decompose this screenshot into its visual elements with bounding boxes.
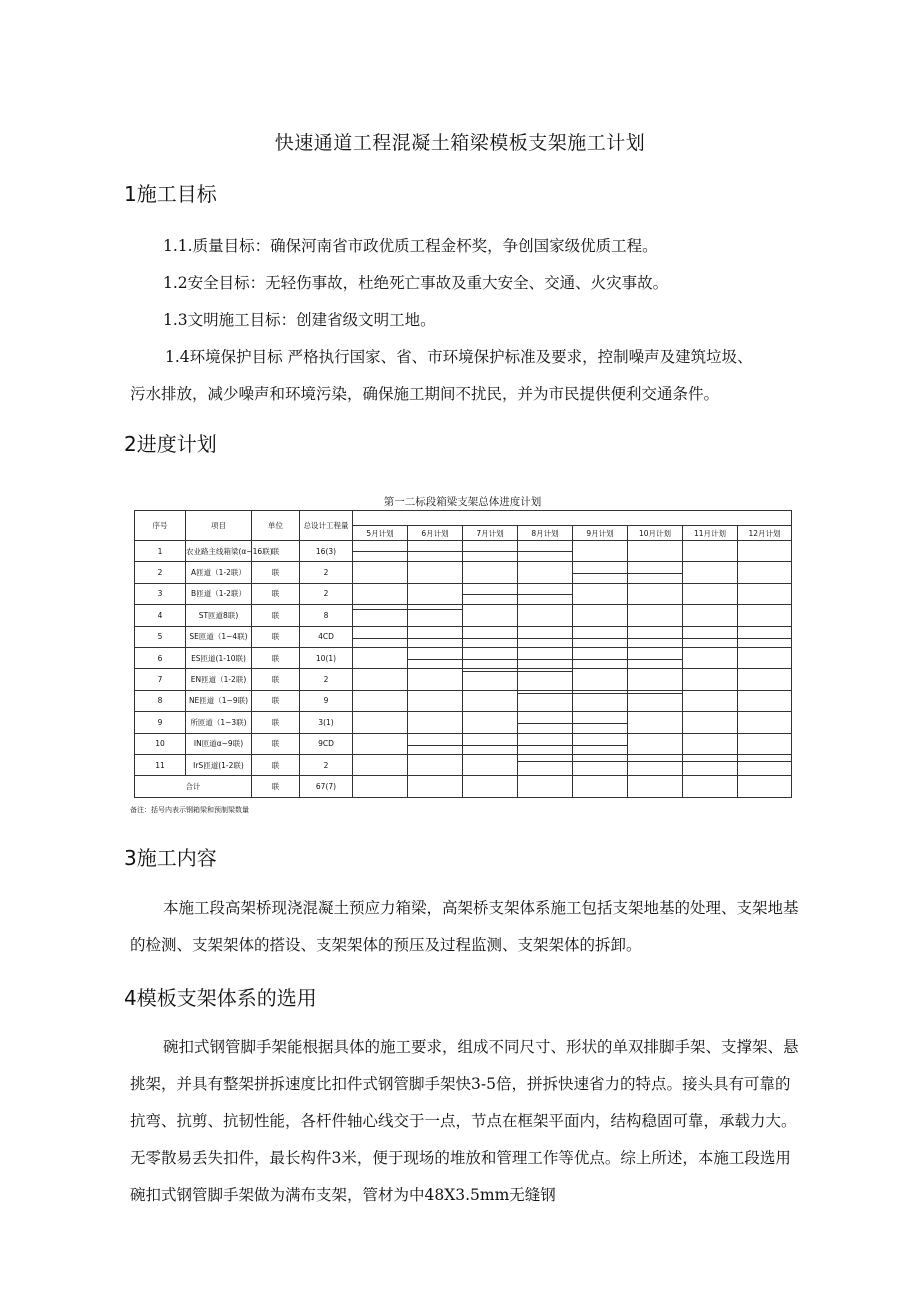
- section-3-paragraph: 本施工段高架桥现浇混凝土预应力箱梁，高架桥支架体系施工包括支架地基的处理、支架地基的检测、支架架体的搭设、支架架体的预压及过程监测、支架架体的拆卸。: [130, 899, 799, 954]
- row-month-cell: [738, 647, 792, 668]
- row-month-cell: [353, 562, 408, 583]
- row-item: NE匝道（1~9联): [186, 690, 252, 711]
- row-item: 农业路主线箱梁(α~16联): [186, 541, 252, 562]
- table-row: [135, 605, 792, 626]
- schedule-title: 第一二标段箱梁支架总体进度计划: [383, 496, 542, 508]
- row-no: 3: [135, 583, 186, 604]
- schedule-bar: [628, 693, 682, 694]
- total-row: [135, 776, 792, 797]
- row-no: 7: [135, 669, 186, 690]
- row-unit: 联: [252, 626, 300, 647]
- row-month-cell: [683, 647, 738, 668]
- row-month-cell: [738, 669, 792, 690]
- schedule-bar: [408, 659, 462, 660]
- row-month-cell: [683, 626, 738, 647]
- row-month-cell: [408, 690, 463, 711]
- schedule-bar: [628, 761, 682, 762]
- row-month-cell: [573, 690, 628, 711]
- schedule-bar: [518, 723, 572, 724]
- header-qty: 总设计工程量: [300, 511, 353, 541]
- row-month-cell: [683, 754, 738, 775]
- row-month-cell: [353, 690, 408, 711]
- total-month-cell: [628, 776, 683, 797]
- total-month-cell: [463, 776, 518, 797]
- row-month-cell: [463, 712, 518, 733]
- row-month-cell: [683, 733, 738, 754]
- row-month-cell: [573, 583, 628, 604]
- row-month-cell: [408, 541, 463, 562]
- header-no: 序号: [135, 511, 186, 541]
- total-month-cell: [573, 776, 628, 797]
- section-3-heading: 3施工内容: [124, 846, 217, 870]
- table-row: [135, 647, 792, 668]
- row-item: IrS匝道(1-2联): [186, 754, 252, 775]
- row-month-cell: [628, 562, 683, 583]
- row-no: 11: [135, 754, 186, 775]
- row-month-cell: [738, 562, 792, 583]
- section-2-heading: 2进度计划: [124, 432, 217, 456]
- row-no: 1: [135, 541, 186, 562]
- row-unit: 联: [252, 669, 300, 690]
- goal-quality: 1.1.质量目标：确保河南省市政优质工程金杯奖，争创国家级优质工程。: [163, 237, 658, 255]
- header-month: 5月计划: [353, 526, 408, 541]
- row-no: 10: [135, 733, 186, 754]
- row-unit: 联: [252, 541, 300, 562]
- row-month-cell: [518, 541, 573, 562]
- row-month-cell: [628, 626, 683, 647]
- schedule-bar: [353, 638, 407, 639]
- row-qty: 2: [300, 583, 353, 604]
- table-row: [135, 712, 792, 733]
- header-item: 项目: [186, 511, 252, 541]
- row-month-cell: [683, 583, 738, 604]
- row-month-cell: [353, 626, 408, 647]
- row-no: 8: [135, 690, 186, 711]
- schedule-bar: [573, 761, 627, 762]
- row-month-cell: [573, 754, 628, 775]
- table-row: [135, 541, 792, 562]
- schedule-bar: [628, 638, 682, 639]
- row-item: B匝道（1-2联）: [186, 583, 252, 604]
- row-month-cell: [463, 754, 518, 775]
- row-month-cell: [518, 712, 573, 733]
- header-month: 12月计划: [738, 526, 792, 541]
- row-month-cell: [683, 712, 738, 733]
- row-month-cell: [518, 605, 573, 626]
- row-month-cell: [683, 541, 738, 562]
- row-no: 2: [135, 562, 186, 583]
- row-month-cell: [463, 626, 518, 647]
- row-month-cell: [518, 690, 573, 711]
- row-month-cell: [738, 690, 792, 711]
- schedule-bar: [738, 761, 791, 762]
- header-month-group: [353, 511, 792, 526]
- row-month-cell: [573, 541, 628, 562]
- goal-environment: 1.4环境保护目标 严格执行国家、省、市环境保护标准及要求，控制噪声及建筑垃圾、: [165, 348, 753, 366]
- table-row: [135, 733, 792, 754]
- row-month-cell: [408, 626, 463, 647]
- row-month-cell: [628, 712, 683, 733]
- row-month-cell: [628, 754, 683, 775]
- row-month-cell: [353, 541, 408, 562]
- header-month: 7月计划: [463, 526, 518, 541]
- schedule-table: [134, 510, 792, 798]
- row-month-cell: [518, 754, 573, 775]
- row-month-cell: [518, 669, 573, 690]
- header-month: 8月计划: [518, 526, 573, 541]
- table-row: [135, 626, 792, 647]
- row-month-cell: [683, 605, 738, 626]
- schedule-bar: [573, 693, 627, 694]
- row-month-cell: [573, 605, 628, 626]
- schedule-bar: [518, 671, 572, 672]
- table-row: [135, 754, 792, 775]
- schedule-bar: [573, 659, 627, 660]
- schedule-bar: [463, 659, 517, 660]
- row-month-cell: [463, 562, 518, 583]
- header-unit: 单位: [252, 511, 300, 541]
- total-month-cell: [738, 776, 792, 797]
- row-month-cell: [518, 583, 573, 604]
- row-unit: 联: [252, 605, 300, 626]
- schedule-bar: [683, 761, 737, 762]
- schedule-bar: [463, 638, 517, 639]
- schedule-bar: [463, 594, 517, 595]
- row-item: SE匝道（1~4联): [186, 626, 252, 647]
- table-row: [135, 669, 792, 690]
- schedule-bar: [463, 671, 517, 672]
- row-month-cell: [628, 583, 683, 604]
- total-label: 合计: [135, 776, 252, 797]
- row-unit: 联: [252, 733, 300, 754]
- header-month: 10月计划: [628, 526, 683, 541]
- goal-safety: 1.2安全目标：无轻伤事故，杜绝死亡事故及重大安全、交通、火灾事故。: [163, 274, 669, 292]
- header-month: 11月计划: [683, 526, 738, 541]
- row-no: 4: [135, 605, 186, 626]
- row-month-cell: [353, 669, 408, 690]
- row-unit: 联: [252, 647, 300, 668]
- row-qty: 16(3): [300, 541, 353, 562]
- schedule-bar: [518, 761, 572, 762]
- row-no: 6: [135, 647, 186, 668]
- row-item: IN匝道α~9联): [186, 733, 252, 754]
- row-item: ES匝道(1-10联): [186, 647, 252, 668]
- goal-environment-cont: 污水排放，减少噪声和环境污染，确保施工期间不扰民，并为市民提供便利交通条件。: [130, 385, 720, 403]
- row-month-cell: [573, 712, 628, 733]
- schedule-bar: [353, 609, 407, 610]
- goal-civilized: 1.3文明施工目标：创建省级文明工地。: [163, 311, 436, 329]
- row-month-cell: [573, 733, 628, 754]
- row-month-cell: [353, 754, 408, 775]
- row-month-cell: [353, 712, 408, 733]
- row-month-cell: [573, 647, 628, 668]
- row-month-cell: [628, 690, 683, 711]
- header-month: 6月计划: [408, 526, 463, 541]
- row-month-cell: [628, 541, 683, 562]
- row-month-cell: [683, 562, 738, 583]
- row-month-cell: [463, 605, 518, 626]
- row-unit: 联: [252, 562, 300, 583]
- schedule-bar: [408, 609, 462, 610]
- row-month-cell: [738, 712, 792, 733]
- row-month-cell: [463, 583, 518, 604]
- total-unit: 联: [252, 776, 300, 797]
- row-month-cell: [408, 712, 463, 733]
- section-4-heading: 4模板支架体系的选用: [124, 986, 317, 1010]
- row-month-cell: [573, 669, 628, 690]
- row-month-cell: [353, 733, 408, 754]
- row-month-cell: [738, 541, 792, 562]
- row-unit: 联: [252, 754, 300, 775]
- row-month-cell: [738, 626, 792, 647]
- schedule-bar: [573, 638, 627, 639]
- schedule-bar: [683, 638, 737, 639]
- row-month-cell: [408, 754, 463, 775]
- row-month-cell: [628, 605, 683, 626]
- row-month-cell: [463, 733, 518, 754]
- table-note: 备注：括号内表示钢箱梁和预制梁数量: [130, 806, 249, 814]
- row-qty: 9: [300, 690, 353, 711]
- page-title: 快速通道工程混凝土箱梁模板支架施工计划: [274, 132, 646, 154]
- schedule-bar: [463, 551, 517, 552]
- table-row: [135, 690, 792, 711]
- total-qty: 67(7): [300, 776, 353, 797]
- schedule-bar: [408, 551, 462, 552]
- row-month-cell: [738, 754, 792, 775]
- row-month-cell: [463, 541, 518, 562]
- row-month-cell: [463, 690, 518, 711]
- row-month-cell: [353, 647, 408, 668]
- row-item: 所匝道（1~3联): [186, 712, 252, 733]
- schedule-bar: [518, 659, 572, 660]
- row-month-cell: [353, 583, 408, 604]
- row-month-cell: [628, 669, 683, 690]
- schedule-bar: [573, 573, 627, 574]
- row-unit: 联: [252, 690, 300, 711]
- row-item: ST匝道8联): [186, 605, 252, 626]
- row-unit: 联: [252, 712, 300, 733]
- row-month-cell: [408, 583, 463, 604]
- row-month-cell: [628, 647, 683, 668]
- schedule-bar: [518, 638, 572, 639]
- schedule-bar: [573, 745, 627, 746]
- row-month-cell: [518, 626, 573, 647]
- row-qty: 10(1): [300, 647, 353, 668]
- row-month-cell: [408, 733, 463, 754]
- row-qty: 2: [300, 754, 353, 775]
- row-month-cell: [518, 562, 573, 583]
- row-month-cell: [738, 605, 792, 626]
- row-month-cell: [408, 647, 463, 668]
- schedule-bar: [353, 551, 407, 552]
- schedule-bar: [463, 745, 517, 746]
- row-month-cell: [463, 647, 518, 668]
- section-4-paragraph: 碗扣式钢管脚手架能根据具体的施工要求，组成不同尺寸、形状的单双排脚手架、支撑架、悬挑架，并具有整架拼拆速度比扣件式钢管脚手架快3-5倍，拼拆快速省力的特点。接头具有可靠的抗弯、抗剪、抗韧性能，各杆件轴心线交于一点，节点在框架平面内，结构稳固可靠，承载力大。无零散易丢失扣件，最长构件3米，便于现场的堆放和管理工作等优点。综上所述，本施工段选用碗扣式钢管脚手架做为满布支架，管材为中48X3.5mm无缝钢: [130, 1038, 799, 1204]
- row-qty: 3(1): [300, 712, 353, 733]
- row-month-cell: [683, 690, 738, 711]
- row-month-cell: [573, 626, 628, 647]
- schedule-bar: [408, 745, 462, 746]
- row-qty: 2: [300, 562, 353, 583]
- total-month-cell: [518, 776, 573, 797]
- schedule-bar: [628, 659, 682, 660]
- row-month-cell: [463, 669, 518, 690]
- row-month-cell: [738, 583, 792, 604]
- total-month-cell: [683, 776, 738, 797]
- schedule-bar: [738, 638, 791, 639]
- row-item: EN匝道（1-2联): [186, 669, 252, 690]
- row-qty: 8: [300, 605, 353, 626]
- total-month-cell: [353, 776, 408, 797]
- row-month-cell: [683, 669, 738, 690]
- schedule-bar: [628, 573, 682, 574]
- row-qty: 2: [300, 669, 353, 690]
- row-month-cell: [738, 733, 792, 754]
- total-month-cell: [408, 776, 463, 797]
- section-1-heading: 1施工目标: [124, 182, 217, 206]
- row-unit: 联: [252, 583, 300, 604]
- row-no: 5: [135, 626, 186, 647]
- schedule-bar: [518, 693, 572, 694]
- schedule-bar: [573, 723, 627, 724]
- schedule-bar: [408, 638, 462, 639]
- row-month-cell: [408, 669, 463, 690]
- row-month-cell: [628, 733, 683, 754]
- table-row: [135, 562, 792, 583]
- row-month-cell: [573, 562, 628, 583]
- header-month: 9月计划: [573, 526, 628, 541]
- row-month-cell: [518, 733, 573, 754]
- schedule-bar: [518, 594, 572, 595]
- table-row: [135, 583, 792, 604]
- row-qty: 4CD: [300, 626, 353, 647]
- row-month-cell: [408, 605, 463, 626]
- row-month-cell: [408, 562, 463, 583]
- row-qty: 9CD: [300, 733, 353, 754]
- schedule-bar: [518, 551, 572, 552]
- schedule-bar: [518, 745, 572, 746]
- row-no: 9: [135, 712, 186, 733]
- row-item: A匝道（1-2联）: [186, 562, 252, 583]
- row-month-cell: [518, 647, 573, 668]
- row-month-cell: [353, 605, 408, 626]
